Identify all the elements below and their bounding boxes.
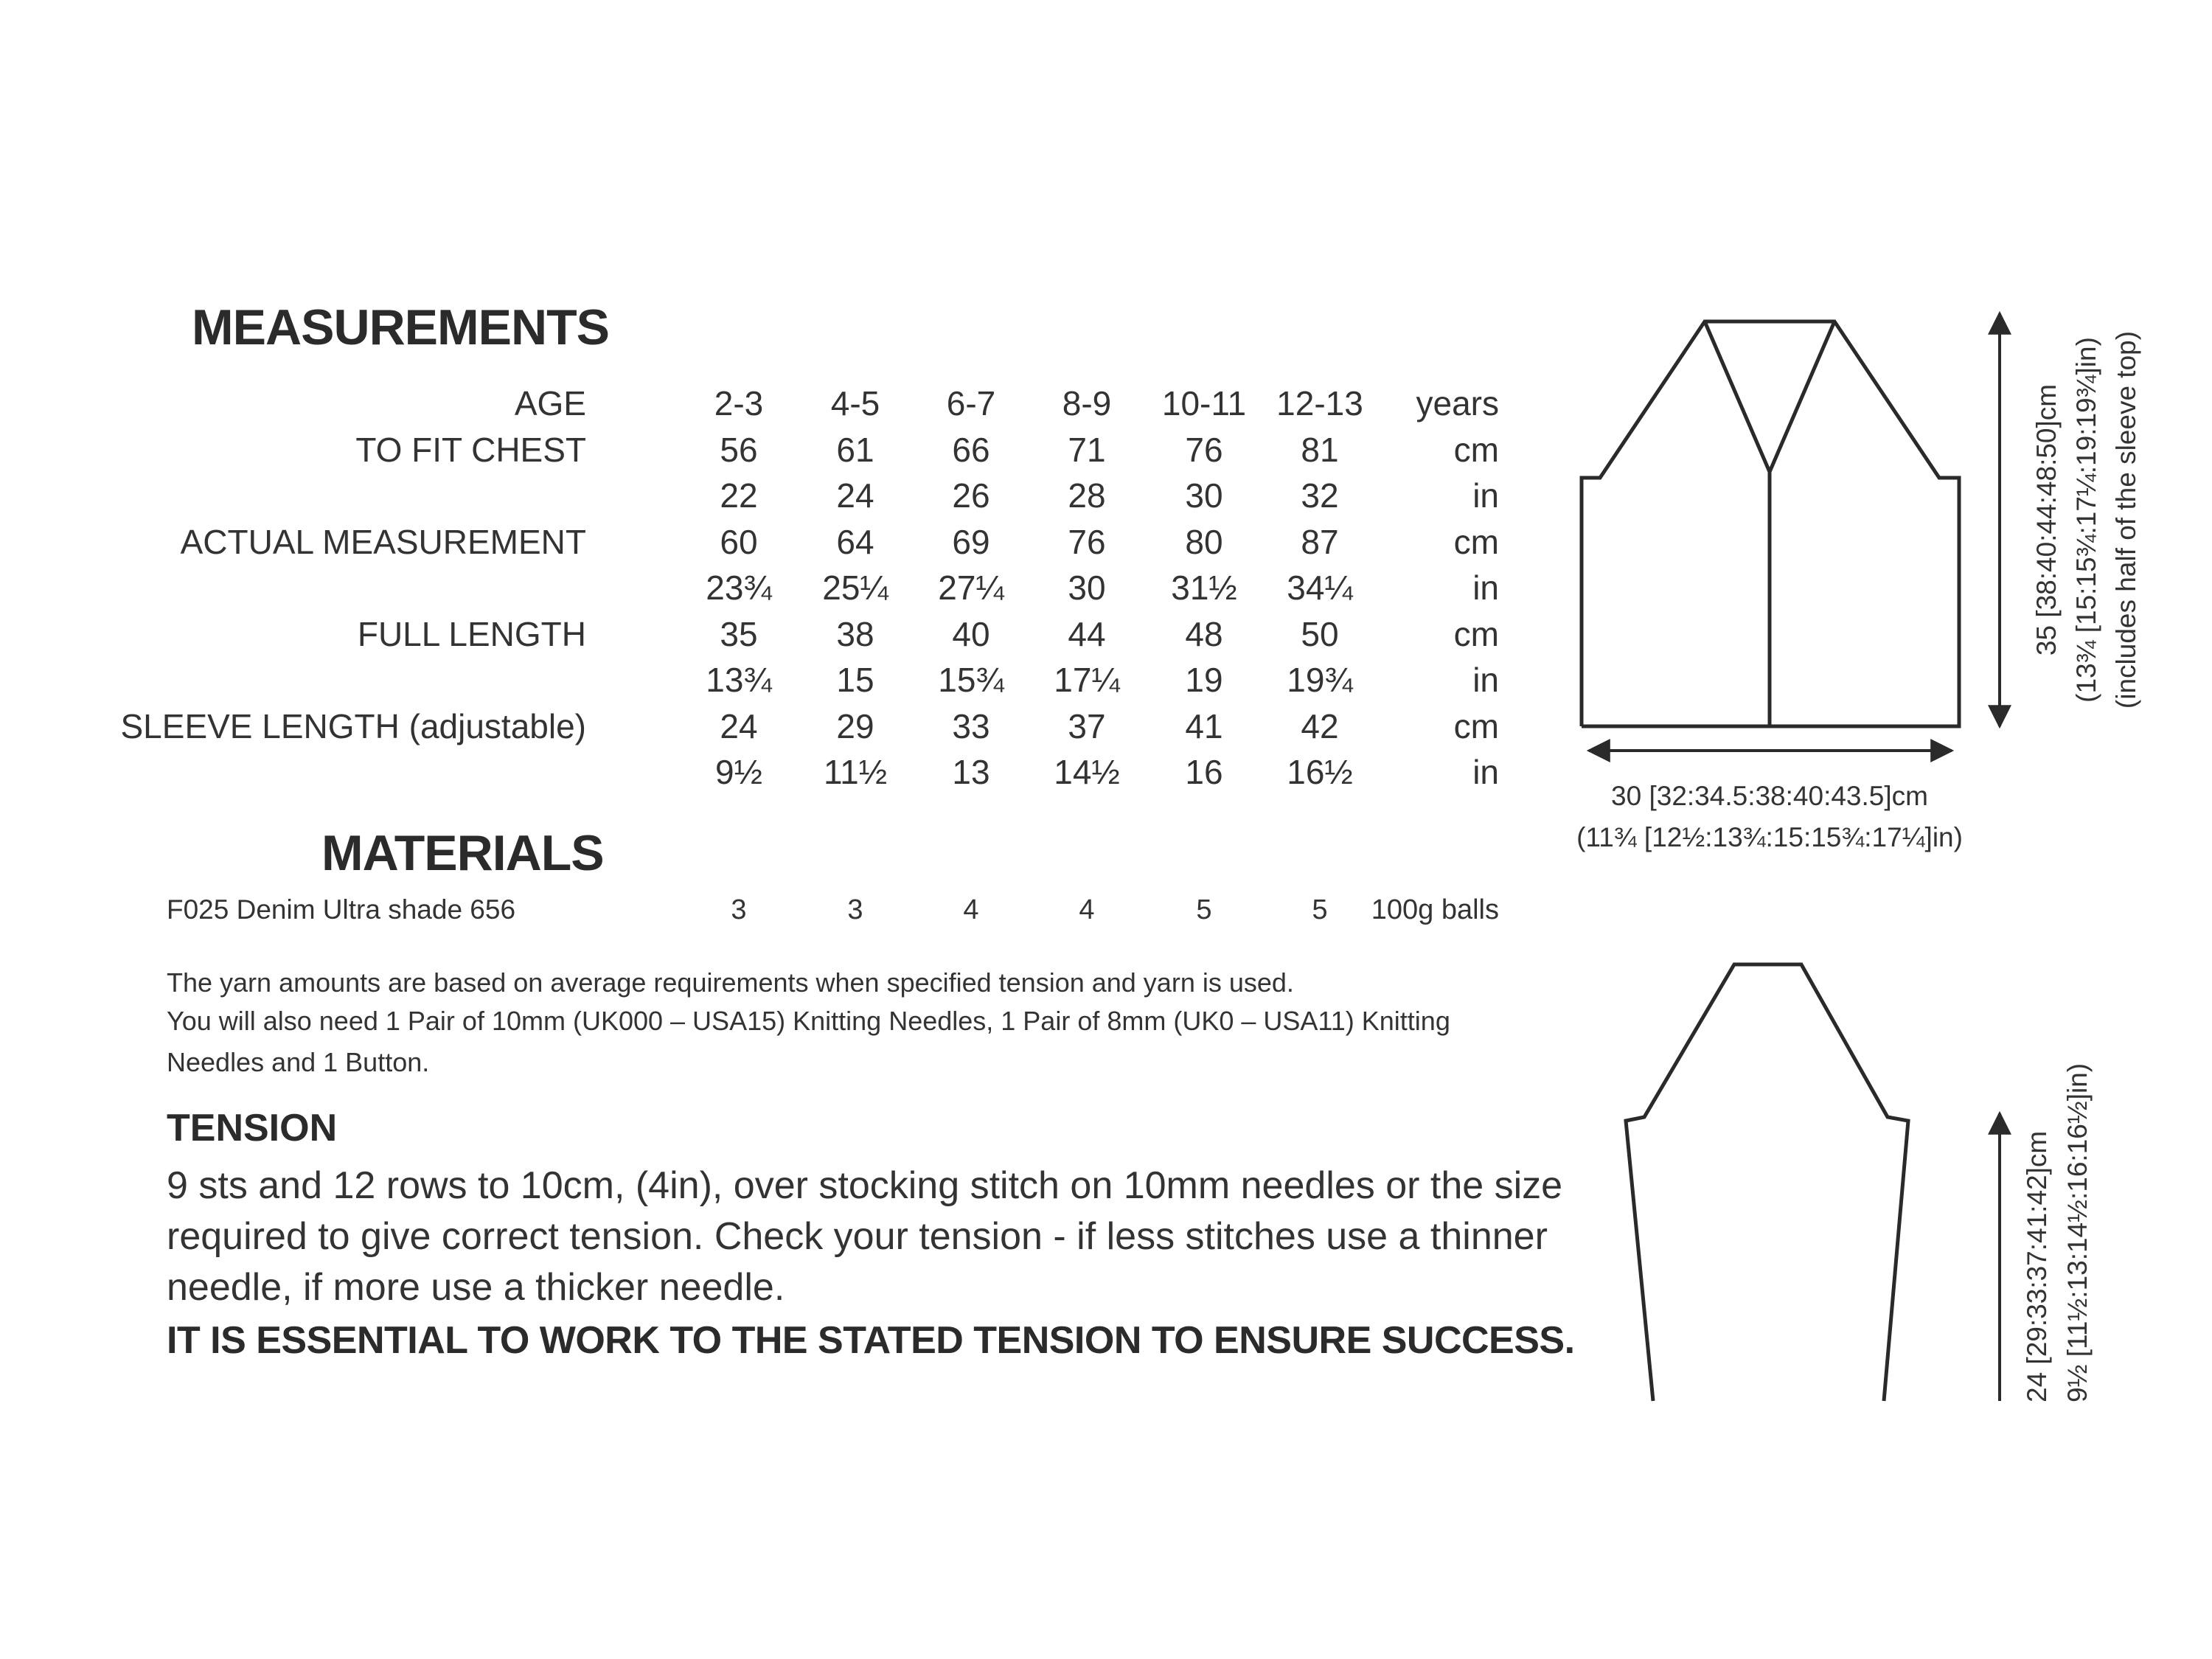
table-cell: 19¾	[1287, 661, 1353, 699]
table-cell: 15	[836, 661, 874, 699]
unit-label: in	[1472, 753, 1499, 791]
table-cell: 30	[1185, 476, 1223, 515]
unit-label: in	[1472, 568, 1499, 607]
yarn-amount: 4	[1079, 894, 1095, 925]
body-width-cm: 30 [32:34.5:38:40:43.5]cm	[1611, 781, 1928, 811]
table-cell: 76	[1185, 431, 1223, 469]
table-cell: 50	[1301, 615, 1339, 653]
table-cell: 4-5	[830, 384, 880, 422]
table-cell: 48	[1185, 615, 1223, 653]
row-label-full-length: FULL LENGTH	[357, 615, 586, 653]
table-cell: 2-3	[714, 384, 764, 422]
unit-label: cm	[1453, 523, 1499, 561]
table-cell: 38	[836, 615, 874, 653]
unit-label: years	[1416, 384, 1499, 422]
tension-text: required to give correct tension. Check your tension - if less stitches use a thinner	[167, 1215, 1548, 1258]
yarn-amount: 3	[847, 894, 863, 925]
body-schematic	[1582, 321, 1959, 726]
unit-label: cm	[1453, 615, 1499, 653]
table-cell: 27¼	[938, 568, 1004, 607]
table-cell: 80	[1185, 523, 1223, 561]
row-label-sleeve-length: SLEEVE LENGTH (adjustable)	[120, 707, 586, 745]
table-cell: 17¼	[1054, 661, 1120, 699]
table-cell: 24	[836, 476, 874, 515]
table-cell: 15¾	[938, 661, 1004, 699]
table-cell: 35	[720, 615, 758, 653]
table-cell: 41	[1185, 707, 1223, 745]
materials-title: MATERIALS	[321, 825, 604, 881]
yarn-unit: 100g balls	[1371, 894, 1499, 925]
table-cell: 76	[1068, 523, 1106, 561]
body-length-note: (includes half of the sleeve top)	[2111, 330, 2141, 709]
sleeve-schematic	[1626, 964, 1908, 1401]
row-label-to-fit-chest: TO FIT CHEST	[355, 431, 586, 469]
table-cell: 34¼	[1287, 568, 1353, 607]
body-width-in: (11¾ [12½:13¾:15:15¾:17¼]in)	[1576, 822, 1963, 852]
table-cell: 24	[720, 707, 758, 745]
materials-note: Needles and 1 Button.	[167, 1047, 430, 1077]
table-cell: 13	[952, 753, 990, 791]
table-cell: 32	[1301, 476, 1339, 515]
yarn-label: F025 Denim Ultra shade 656	[167, 894, 516, 925]
sleeve-length-cm: 24 [29:33:37:41:42]cm	[2022, 1130, 2052, 1402]
sleeve-length-in: 9½ [11½:13:14½:16:16½]in)	[2062, 1062, 2093, 1402]
table-cell: 33	[952, 707, 990, 745]
table-cell: 61	[836, 431, 874, 469]
table-cell: 16½	[1287, 753, 1353, 791]
table-cell: 29	[836, 707, 874, 745]
table-cell: 9½	[715, 753, 762, 791]
table-cell: 69	[952, 523, 990, 561]
table-cell: 31½	[1171, 568, 1237, 607]
row-label-age: AGE	[514, 384, 586, 422]
table-cell: 64	[836, 523, 874, 561]
materials-note: You will also need 1 Pair of 10mm (UK000 – USA15) Knitting Needles, 1 Pair of 8mm (UK0 – USA11) Knitting	[167, 1006, 1450, 1036]
body-length-in: (13¾ [15:15¾:17¼:19:19¾]in)	[2071, 337, 2101, 703]
table-cell: 16	[1185, 753, 1223, 791]
yarn-amount: 5	[1196, 894, 1212, 925]
materials-note: The yarn amounts are based on average requirements when specified tension and yarn is used.	[167, 967, 1294, 998]
yarn-amount: 5	[1312, 894, 1328, 925]
unit-label: in	[1472, 661, 1499, 699]
table-cell: 22	[720, 476, 758, 515]
measurements-title: MEASUREMENTS	[192, 299, 610, 355]
table-cell: 12-13	[1276, 384, 1363, 422]
table-cell: 66	[952, 431, 990, 469]
table-cell: 81	[1301, 431, 1339, 469]
table-cell: 44	[1068, 615, 1106, 653]
table-cell: 71	[1068, 431, 1106, 469]
table-cell: 28	[1068, 476, 1106, 515]
tension-title: TENSION	[167, 1107, 338, 1150]
table-cell: 37	[1068, 707, 1106, 745]
table-cell: 25¼	[822, 568, 888, 607]
table-cell: 13¾	[706, 661, 772, 699]
table-cell: 8-9	[1062, 384, 1112, 422]
unit-label: cm	[1453, 431, 1499, 469]
table-cell: 19	[1185, 661, 1223, 699]
unit-label: cm	[1453, 707, 1499, 745]
table-cell: 14½	[1054, 753, 1120, 791]
body-length-cm: 35 [38:40:44:48:50]cm	[2031, 383, 2062, 656]
table-cell: 26	[952, 476, 990, 515]
table-cell: 60	[720, 523, 758, 561]
table-cell: 10-11	[1161, 384, 1247, 422]
tension-text: needle, if more use a thicker needle.	[167, 1266, 785, 1309]
table-cell: 6-7	[946, 384, 996, 422]
yarn-amount: 4	[963, 894, 979, 925]
table-cell: 40	[952, 615, 990, 653]
yarn-amount: 3	[731, 894, 747, 925]
table-cell: 23¾	[706, 568, 772, 607]
unit-label: in	[1472, 476, 1499, 515]
table-cell: 56	[720, 431, 758, 469]
table-cell: 30	[1068, 568, 1106, 607]
row-label-actual-measurement: ACTUAL MEASUREMENT	[180, 523, 586, 561]
table-cell: 11½	[823, 753, 888, 791]
tension-text: 9 sts and 12 rows to 10cm, (4in), over stocking stitch on 10mm needles or the size	[167, 1164, 1563, 1207]
tension-warning: IT IS ESSENTIAL TO WORK TO THE STATED TENSION TO ENSURE SUCCESS.	[167, 1319, 1575, 1362]
table-cell: 42	[1301, 707, 1339, 745]
table-cell: 87	[1301, 523, 1339, 561]
